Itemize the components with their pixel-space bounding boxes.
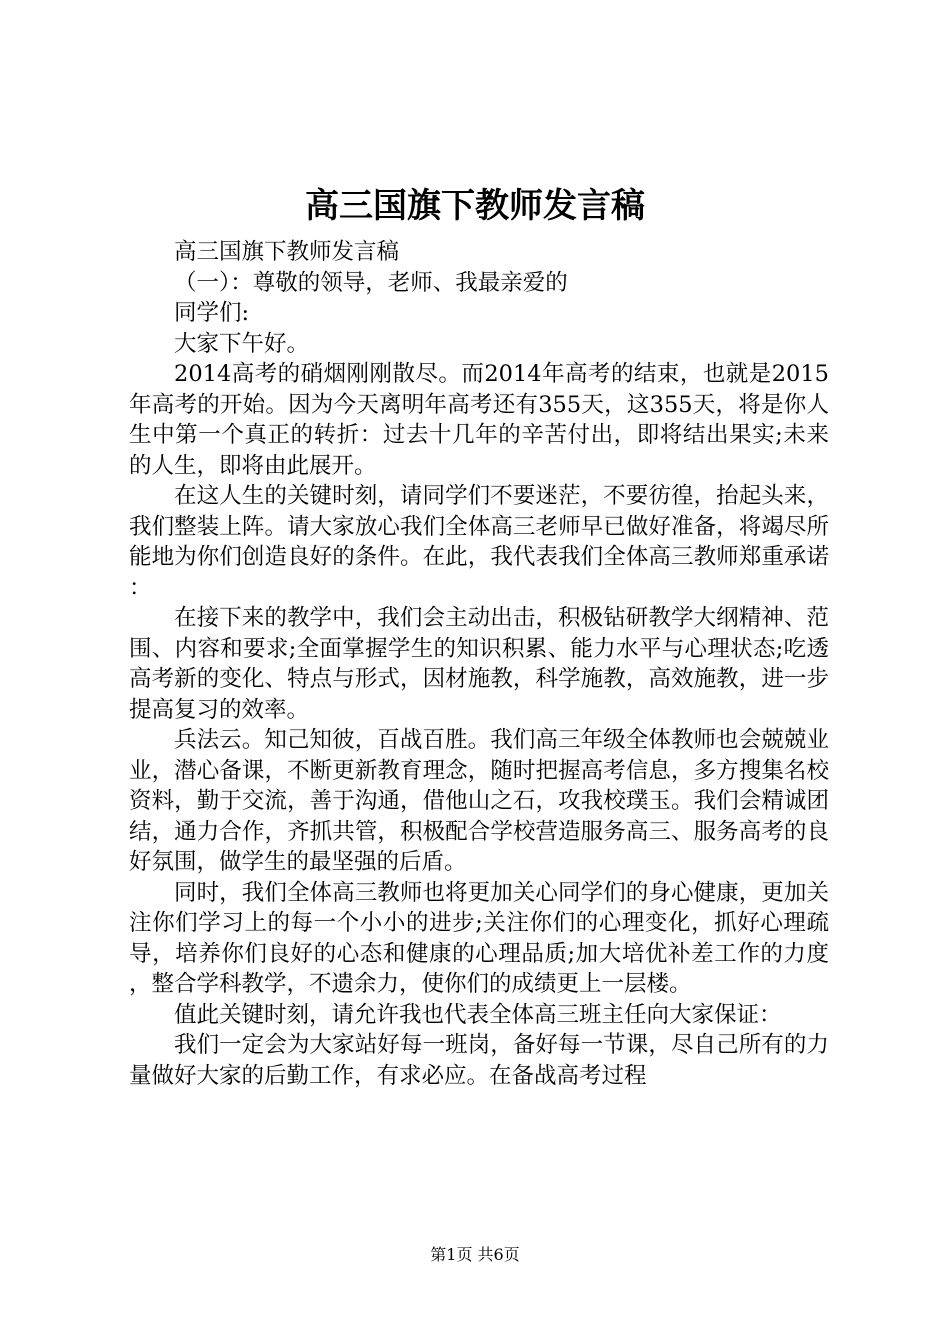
paragraph: 在这人生的关键时刻，请同学们不要迷茫，不要彷徨，抬起头来，我们整装上阵。请大家放心我们全体高三老师早已做好准备，将竭尽所能地为你们创造良好的条件。在此，我代表我们全体高三教师郑重承诺： — [129, 483, 829, 601]
paragraph: 同时，我们全体高三教师也将更加关心同学们的身心健康，更加关注你们学习上的每一个小小的进步;关注你们的心理变化，抓好心理疏导，培养你们良好的心态和健康的心理品质;加大培优补差工作的力度，整合学科教学，不遗余力，使你们的成绩更上一层楼。 — [129, 879, 829, 997]
paragraph: 同学们: — [174, 300, 250, 326]
paragraph: 2014高考的硝烟刚刚散尽。而2014年高考的结束，也就是2015年高考的开始。因为今天离明年高考还有355天，这355天，将是你人生中第一个真正的转折：过去十几年的辛苦付出，即将结出果实;未来的人生，即将由此展开。 — [129, 361, 829, 479]
document-body — [129, 237, 829, 1091]
paragraph: 高三国旗下教师发言稿 — [174, 239, 400, 265]
page-number-footer: 第1页 共6页 — [430, 1245, 520, 1264]
paragraph: （一）：尊敬的领导，老师、我最亲爱的 — [174, 269, 568, 296]
paragraph: 我们一定会为大家站好每一班岗，备好每一节课，尽自己所有的力量做好大家的后勤工作，有求必应。在备战高考过程 — [129, 1032, 829, 1089]
document-title: 高三国旗下教师发言稿 — [305, 186, 645, 226]
paragraph: 在接下来的教学中，我们会主动出击，积极钻研教学大纲精神、范围、内容和要求;全面掌握学生的知识积累、能力水平与心理状态;吃透高考新的变化、特点与形式，因材施教，科学施教，高效施教，进一步提高复习的效率。 — [129, 605, 829, 723]
paragraph: 大家下午好。 — [174, 330, 310, 357]
paragraph: 值此关键时刻，请允许我也代表全体高三班主任向大家保证： — [174, 1001, 782, 1028]
paragraph: 兵法云。知己知彼，百战百胜。我们高三年级全体教师也会兢兢业业，潜心备课，不断更新教育理念，随时把握高考信息，多方搜集名校资料，勤于交流，善于沟通，借他山之石，攻我校璞玉。我们会精诚团结，通力合作，齐抓共管，积极配合学校营造服务高三、服务高考的良好氛围，做学生的最坚强的后盾。 — [129, 727, 829, 875]
